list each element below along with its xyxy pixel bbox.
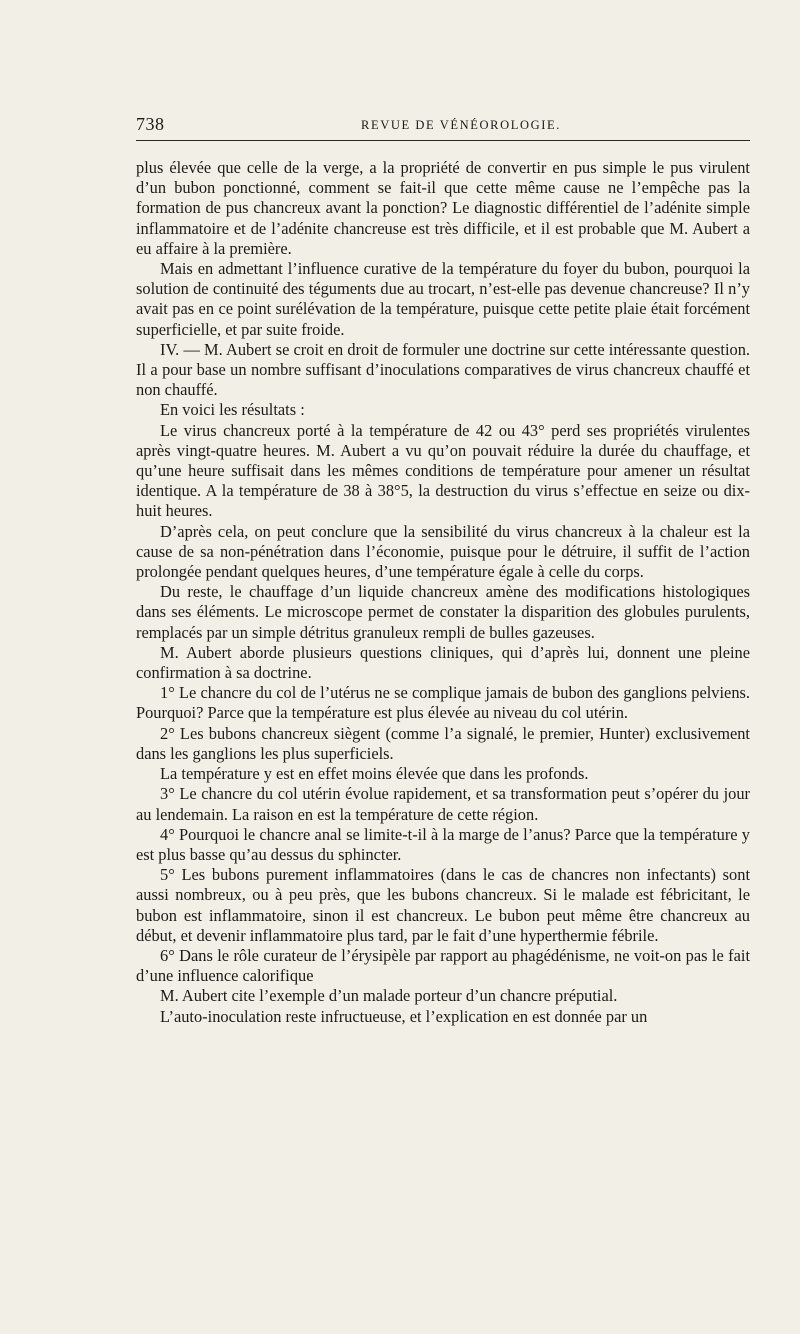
body-text bbox=[136, 158, 750, 1027]
paragraph: plus élevée que celle de la verge, a la propriété de convertir en pus simple le pus virulent d’un bubon ponctionné, comment se fait-il que cette même cause ne l’empêche pas la formation de pus chancreux avant la ponction? Le diagnostic différentiel de l’adénite simple inflammatoire et de l’adénite chancreuse est très difficile, et il est probable que M. Aubert a eu affaire à la première. bbox=[136, 158, 750, 258]
paragraph: 1° Le chancre du col de l’utérus ne se complique jamais de bubon des ganglions pelviens. Pourquoi? Parce que la température est plus élevée au niveau du col utérin. bbox=[136, 683, 750, 723]
paragraph: 4° Pourquoi le chancre anal se limite-t-il à la marge de l’anus? Parce que la température y est plus basse qu’au dessus du sphincter. bbox=[136, 824, 750, 864]
paragraph: 5° Les bubons purement inflammatoires (dans le cas de chancres non infectants) sont aussi nombreux, ou à peu près, que les bubons chancreux. Si le malade est fébricitant, le bubon est inflammatoire, sinon il est chancreux. Le bubon peut même être chancreux au début, et devenir inflammatoire plus tard, par le fait d’une hyperthermie fébrile. bbox=[136, 865, 750, 945]
paragraph: IV. — M. Aubert se croit en droit de formuler une doctrine sur cette intéressante question. Il a pour base un nombre suffisant d’inoculations comparatives de virus chancreux chauffé et non chauffé. bbox=[136, 339, 750, 400]
paragraph: 2° Les bubons chancreux siègent (comme l’a signalé, le premier, Hunter) exclusivement dans les ganglions les plus superficiels. bbox=[136, 723, 750, 763]
paragraph: 6° Dans le rôle curateur de l’érysipèle par rapport au phagédénisme, ne voit-on pas le fait d’une influence calorifique bbox=[136, 945, 750, 986]
paragraph: M. Aubert aborde plusieurs questions cliniques, qui d’après lui, donnent une pleine confirmation à sa doctrine. bbox=[136, 642, 750, 683]
running-title: REVUE DE VÉNÉOROLOGIE. bbox=[361, 118, 561, 132]
paragraph: 3° Le chancre du col utérin évolue rapidement, et sa transformation peut s’opérer du jour au lendemain. La raison en est la température de cette région. bbox=[136, 784, 750, 824]
paragraph: D’après cela, on peut conclure que la sensibilité du virus chancreux à la chaleur est la cause de sa non-pénétration dans l’économie, puisque pour le détruire, il suffit de l’action prolongée pendant quelques heures, d’une température égale à celle du corps. bbox=[136, 521, 750, 582]
paragraph: M. Aubert cite l’exemple d’un malade porteur d’un chancre préputial. bbox=[160, 986, 618, 1006]
paragraph: En voici les résultats : bbox=[160, 400, 305, 420]
paragraph: La température y est en effet moins élevée que dans les profonds. bbox=[160, 764, 589, 784]
page-header bbox=[136, 112, 750, 141]
paragraph: Le virus chancreux porté à la température de 42 ou 43° perd ses propriétés virulentes après vingt-quatre heures. M. Aubert a vu qu’on pouvait réduire la durée du chauffage, et qu’une heure suffisait dans les mêmes conditions de température pour amener un résultat identique. A la température de 38 à 38°5, la destruction du virus s’effectue en seize ou dix-huit heures. bbox=[136, 420, 750, 521]
paragraph: Mais en admettant l’influence curative de la température du foyer du bubon, pourquoi la solution de continuité des téguments due au trocart, n’est-elle pas devenue chancreuse? Il n’y avait pas en ce point surélévation de la température, puisque cette petite plaie était forcément superficielle, et par suite froide. bbox=[136, 259, 750, 339]
page-number: 738 bbox=[136, 114, 165, 134]
paragraph: Du reste, le chauffage d’un liquide chancreux amène des modifications histologiques dans ses éléments. Le microscope permet de constater la disparition des globules purulents, remplacés par un simple détritus granuleux rempli de bulles gazeuses. bbox=[136, 582, 750, 642]
paragraph: L’auto-inoculation reste infructueuse, et l’explication en est donnée par un bbox=[160, 1006, 648, 1026]
